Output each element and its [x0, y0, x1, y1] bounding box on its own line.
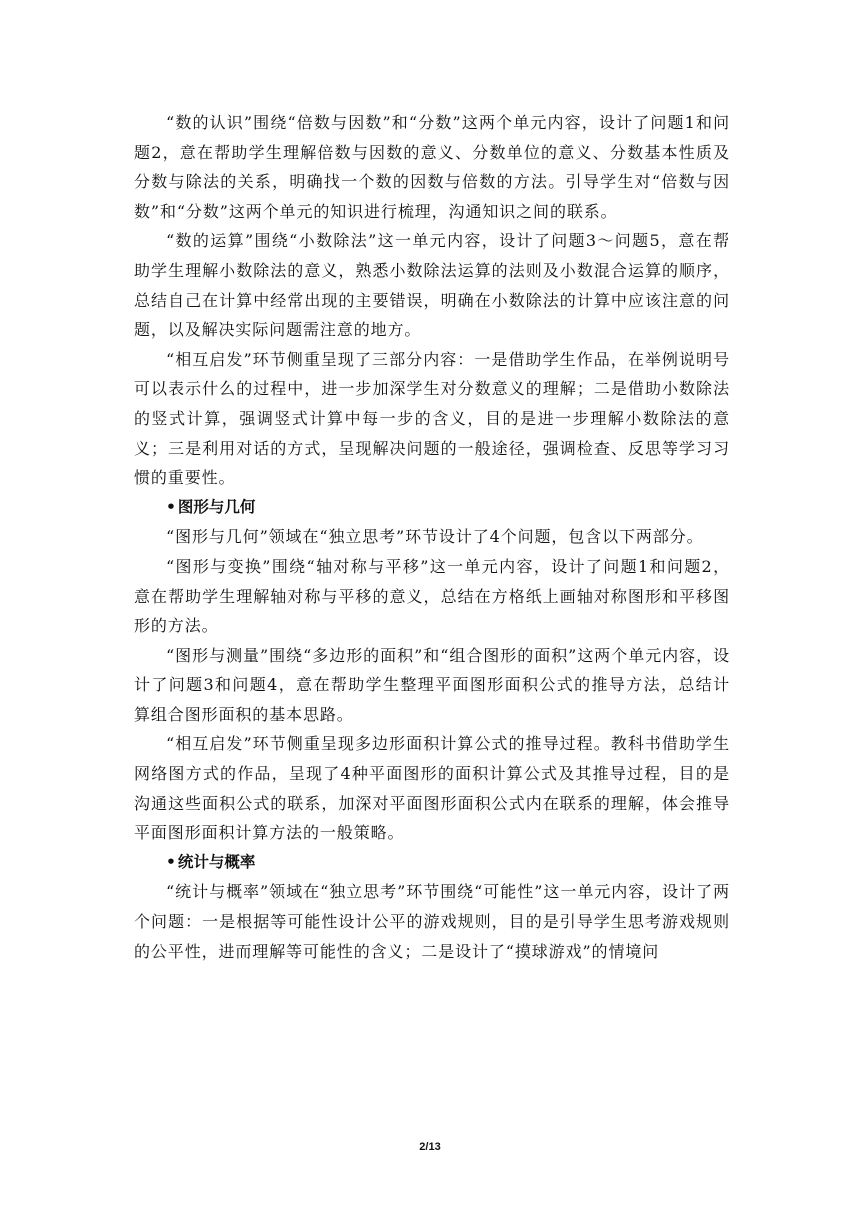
section-heading-geometry-label: 图形与几何 [177, 497, 256, 516]
page-number: 2/13 [419, 1141, 441, 1153]
paragraph-geometry-intro: “图形与几何”领域在“独立思考”环节设计了4个问题，包含以下两部分。 [166, 527, 704, 547]
paragraph-number-recognition: “数的认识”围绕“倍数与因数”和“分数”这两个单元内容，设计了问题1和问题2，意在帮助学生理解倍数与因数的意义、分数单位的意义、分数基本性质及分数与除法的关系，明确找一个数的因数与倍数的方法。引导学生对“倍数与因数”和“分数”这两个单元的知识进行梳理，沟通知识之间的联系。 [134, 113, 730, 221]
paragraph-statistics-intro: “统计与概率”领域在“独立思考”环节围绕“可能性”这一单元内容，设计了两个问题：一是根据等可能性设计公平的游戏规则，目的是引导学生思考游戏规则的公平性，进而理解等可能性的含义；二是设计了“摸球游戏”的情境问 [134, 882, 730, 961]
paragraph-number-operations: “数的运算”围绕“小数除法”这一单元内容，设计了问题3～问题5，意在帮助学生理解小数除法的意义，熟悉小数除法运算的法则及小数混合运算的顺序，总结自己在计算中经常出现的主要错误，明确在小数除法的计算中应该注意的问题，以及解决实际问题需注意的地方。 [134, 231, 730, 340]
paragraph-mutual-inspiration-geometry: “相互启发”环节侧重呈现多边形面积计算公式的推导过程。教科书借助学生网络图方式的作品，呈现了4种平面图形的面积计算公式及其推导过程，目的是沟通这些面积公式的联系，加深对平面图形面积公式内在联系的理解，体会推导平面图形面积计算方法的一般策略。 [134, 734, 730, 843]
paragraph-mutual-inspiration-numbers: “相互启发”环节侧重呈现了三部分内容：一是借助学生作品，在举例说明号可以表示什么的过程中，进一步加深学生对分数意义的理解；二是借助小数除法的竖式计算，强调竖式计算中每一步的含义，目的是进一步理解小数除法的意义；三是利用对话的方式，呈现解决问题的一般途径，强调检查、反思等学习习惯的重要性。 [134, 349, 730, 488]
paragraph-shape-transformation: “图形与变换”围绕“轴对称与平移”这一单元内容，设计了问题1和问题2，意在帮助学生理解轴对称与平移的意义，总结在方格纸上画轴对称图形和平移图形的方法。 [134, 556, 730, 636]
section-heading-geometry [134, 493, 730, 523]
section-heading-statistics [134, 848, 730, 878]
bullet-icon: • [166, 497, 176, 516]
section-heading-statistics-label: 统计与概率 [177, 852, 256, 871]
document-body [134, 108, 730, 966]
paragraph-shape-measurement: “图形与测量”围绕“多边形的面积”和“组合图形的面积”这两个单元内容，设计了问题3和问题4，意在帮助学生整理平面图形面积公式的推导方法，总结计算组合图形面积的基本思路。 [134, 645, 730, 724]
bullet-icon: • [166, 852, 176, 871]
